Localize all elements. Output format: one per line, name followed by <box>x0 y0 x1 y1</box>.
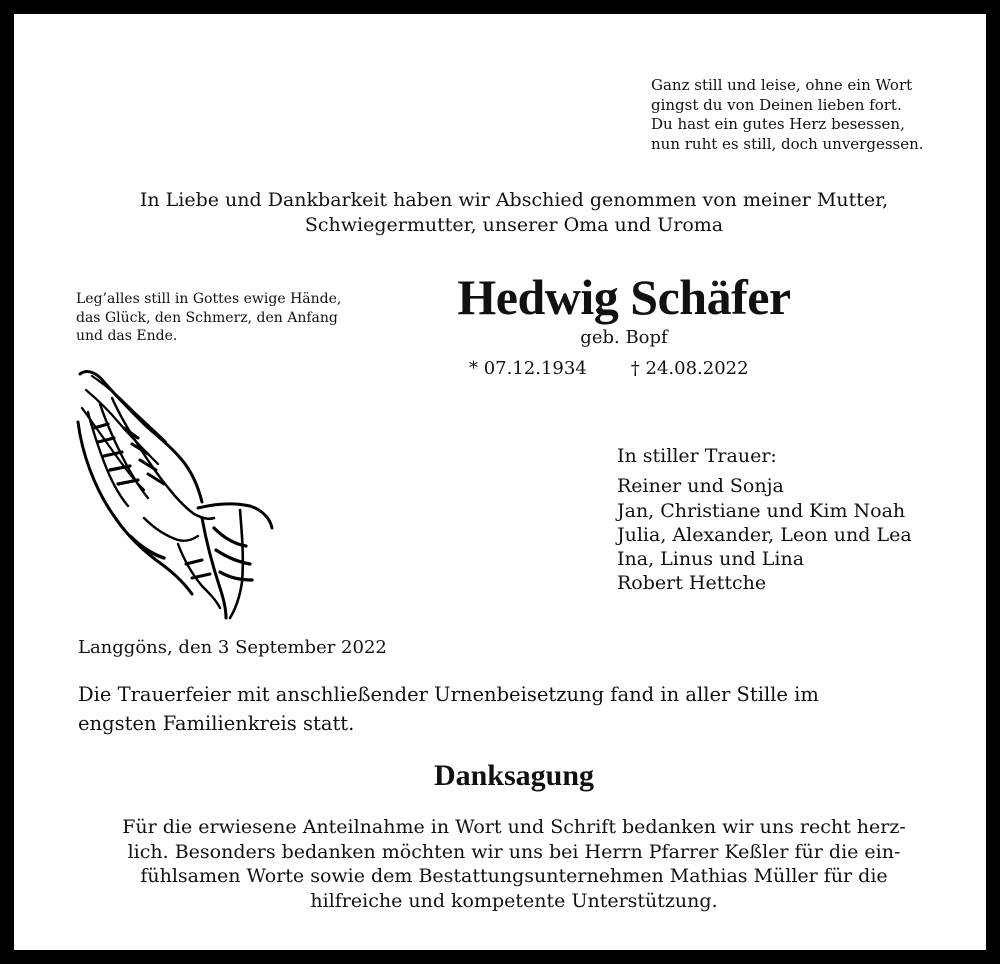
poem-top <box>651 76 981 154</box>
poem-top-line: nun ruht es still, doch unvergessen. <box>651 134 924 153</box>
list-item: Reiner und Sonja <box>617 475 784 498</box>
poem-top-line: Ganz still und leise, ohne ein Wort <box>651 76 913 94</box>
thanks-line: lich. Besonders bedanken möchten wir uns bei Herrn Pfarrer Keßler für die ein- <box>127 840 901 863</box>
mourners-heading: In stiller Trauer: <box>617 445 777 467</box>
ceremony-line: Die Trauerfeier mit anschließender Urnenbeisetzung fand in aller Stille im <box>78 683 819 706</box>
intro-line: In Liebe und Dankbarkeit haben wir Abschied genommen von meiner Mutter, <box>139 189 889 211</box>
praying-hands-icon <box>74 368 274 620</box>
list-item: Ina, Linus und Lina <box>617 548 805 571</box>
ceremony-note <box>78 680 958 738</box>
thanks-heading: Danksagung <box>433 759 595 792</box>
list-item: Jan, Christiane und Kim Noah <box>617 499 906 522</box>
ceremony-line: engsten Familienkreis statt. <box>78 712 355 735</box>
death-date: † 24.08.2022 <box>630 358 749 379</box>
poem-left-line: und das Ende. <box>76 328 178 344</box>
thanks-line: Für die erwiesene Anteilnahme in Wort und Schrift bedanken wir uns recht herz- <box>122 816 906 838</box>
mourners-block <box>617 444 977 596</box>
mourners-list <box>617 474 977 595</box>
poem-top-line: Du hast ein gutes Herz besessen, <box>651 115 905 133</box>
thanks-line: hilfreiche und kompetente Unterstützung. <box>310 889 718 912</box>
thanks-line: fühlsamen Worte sowie dem Bestattungsunternehmen Mathias Müller für die <box>140 865 888 887</box>
poem-top-line: gingst du von Deinen lieben fort. <box>651 95 902 114</box>
birth-date: * 07.12.1934 <box>469 358 587 379</box>
list-item: Robert Hettche <box>617 572 767 595</box>
life-dates <box>469 357 789 381</box>
poem-left-line: Leg’alles still in Gottes ewige Hände, <box>76 291 342 307</box>
place-date: Langgöns, den 3 September 2022 <box>78 637 387 658</box>
poem-left-line: das Glück, den Schmerz, den Anfang <box>76 309 338 326</box>
list-item: Julia, Alexander, Leon und Lea <box>617 523 912 546</box>
thanks-text <box>64 815 964 913</box>
intro-text <box>54 188 974 238</box>
birth-name: geb. Bopf <box>580 327 668 348</box>
poem-left <box>76 290 406 346</box>
deceased-name: Hedwig Schäfer <box>457 269 791 325</box>
intro-line: Schwiegermutter, unserer Oma und Uroma <box>304 214 724 236</box>
